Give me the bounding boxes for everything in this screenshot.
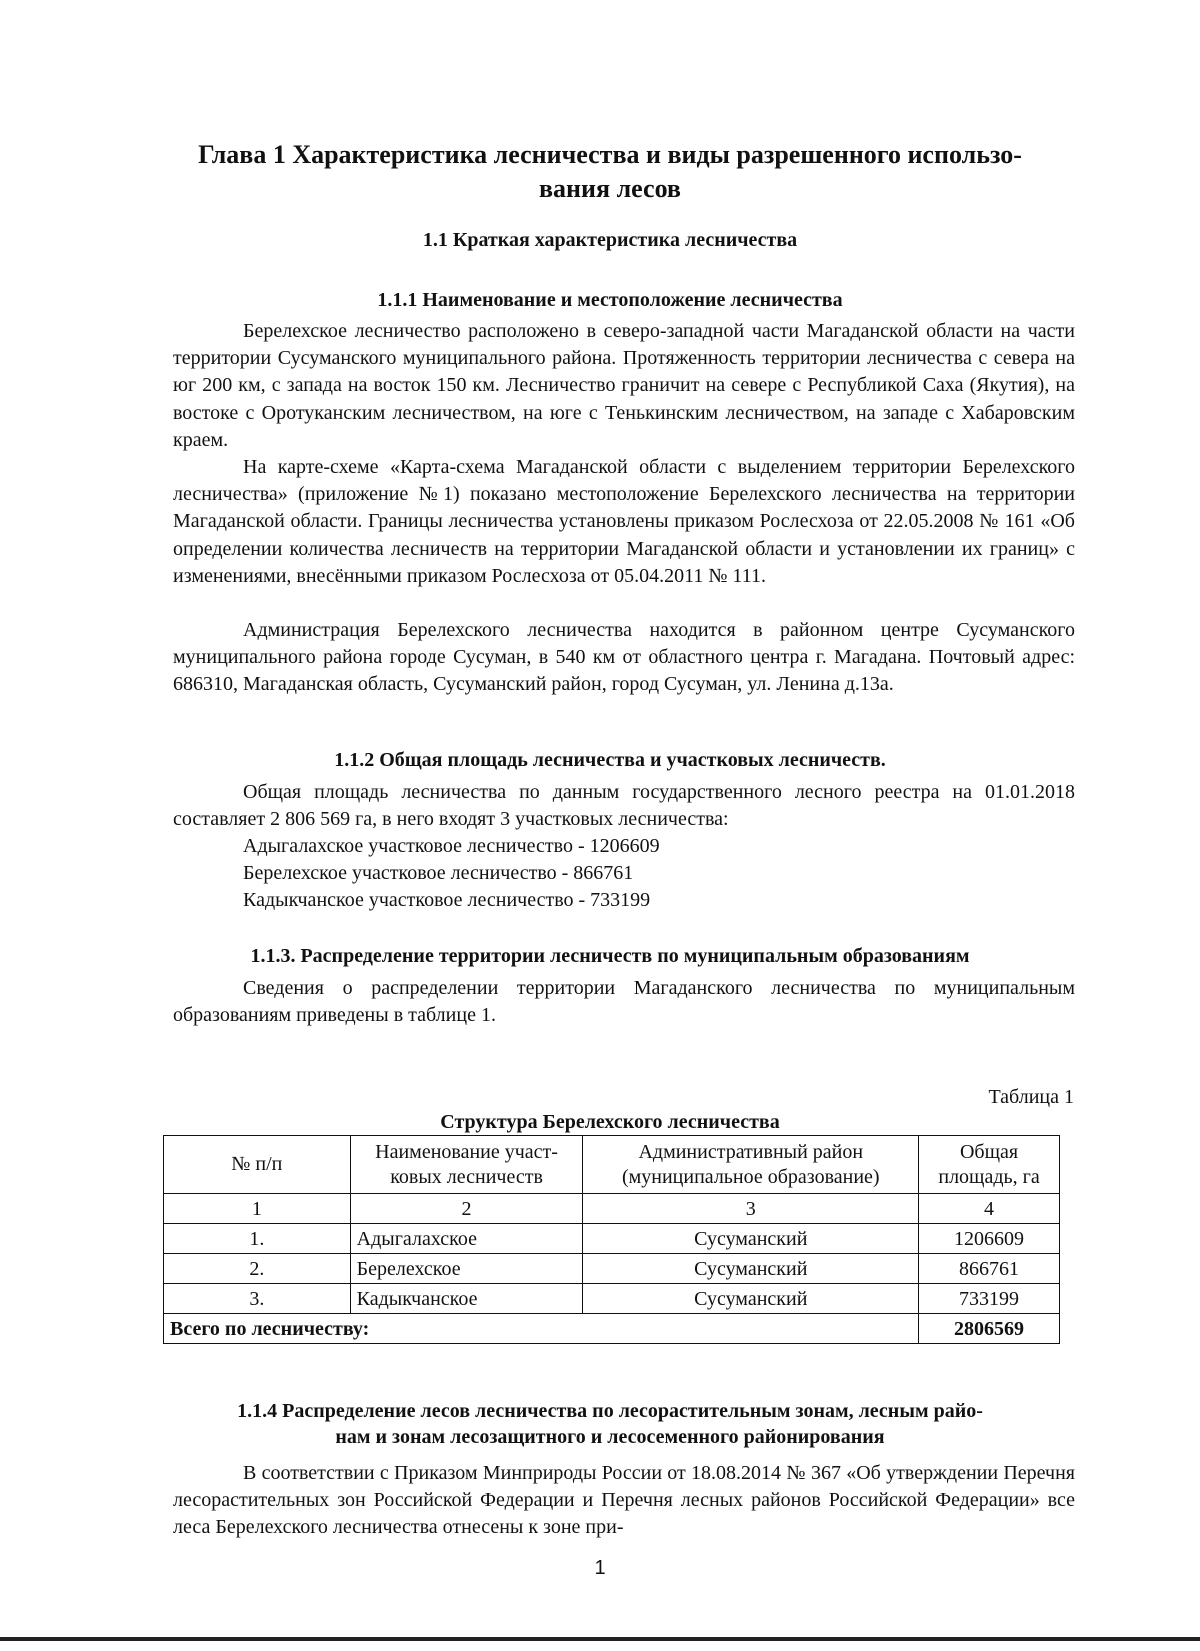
header-text: ковых лесничеств	[390, 1165, 543, 1188]
cell-district: Сусуманский	[583, 1284, 919, 1314]
cell-district: Сусуманский	[583, 1224, 919, 1254]
header-text: Административный район	[638, 1140, 864, 1163]
table-header-row	[164, 1136, 1060, 1194]
table-label: Таблица 1	[988, 1086, 1074, 1108]
header-text: (муниципальное образование)	[621, 1165, 880, 1188]
list-item: Адыгалахское участковое лесничество - 1206609	[243, 835, 660, 857]
paragraph-total-area-text: Общая площадь лесничества по данным государственного лесного реестра на 01.01.2018 составляет 2 806 569 га, в него входят 3 участковых лесничества:	[173, 781, 1075, 831]
column-number-row	[164, 1194, 1060, 1224]
page-number: 1	[594, 1557, 606, 1579]
cell-name: Берелехское	[350, 1254, 583, 1284]
total-value: 2806569	[919, 1314, 1060, 1344]
chapter-title-line-1: Глава 1 Характеристика лесничества и виды разрешенного использо-	[198, 140, 1022, 169]
section-heading-1-1-4-line-2: нам и зонам лесозащитного и лесосеменного районирования	[335, 1426, 885, 1448]
cell-area: 1206609	[919, 1224, 1060, 1254]
cell-area: 733199	[919, 1284, 1060, 1314]
column-number: 4	[919, 1194, 1060, 1224]
section-heading-1-1-4	[160, 1398, 1060, 1450]
header-cell-number	[164, 1136, 351, 1194]
header-text: Наименование участ-	[375, 1140, 558, 1163]
paragraph-map-text: На карте-схеме «Карта-схема Магаданской области с выделением территории Берелехского лесничества» (приложение №1) показано местоположение Берелехского лесничества на территории Магаданской области. Границы лесничества установлены приказом Рослесхоза от 22.05.2008 № 161 «Об определении количества лесничеств на территории Магаданской области и установлении их границ» с изменениями, внесёнными приказом Рослесхоза от 05.04.2011 № 111.	[173, 456, 1075, 587]
paragraph-total-area	[173, 779, 1075, 833]
cell-district: Сусуманский	[583, 1254, 919, 1284]
header-cell-name	[350, 1136, 583, 1194]
column-number: 3	[583, 1194, 919, 1224]
section-heading-1-1-1: 1.1.1 Наименование и местоположение лесничества	[377, 289, 843, 311]
section-heading-1-1-4-line-1: 1.1.4 Распределение лесов лесничества по лесорастительным зонам, лесным райо-	[237, 1400, 983, 1422]
total-label: Всего по лесничеству:	[164, 1314, 919, 1344]
column-number: 1	[164, 1194, 351, 1224]
header-text: № п/п	[231, 1153, 283, 1175]
header-text: площадь, га	[938, 1165, 1040, 1188]
cell-name: Кадыкчанское	[350, 1284, 583, 1314]
table-row	[164, 1284, 1060, 1314]
chapter-title	[160, 138, 1060, 206]
cell-area: 866761	[919, 1254, 1060, 1284]
header-cell-district	[583, 1136, 919, 1194]
table-row	[164, 1224, 1060, 1254]
section-heading-1-1: 1.1 Краткая характеристика лесничества	[422, 229, 798, 251]
table-total-row	[164, 1314, 1060, 1344]
header-cell-area	[919, 1136, 1060, 1194]
paragraph-table-intro	[173, 975, 1075, 1029]
paragraph-map	[173, 454, 1075, 590]
paragraph-table-intro-text: Сведения о распределении территории Магаданского лесничества по муниципальным образованиям приведены в таблице 1.	[173, 977, 1075, 1027]
bottom-scan-edge	[0, 1637, 1200, 1641]
structure-table	[163, 1135, 1060, 1344]
cell-number: 2.	[164, 1254, 351, 1284]
paragraph-location	[173, 318, 1075, 454]
paragraph-zones	[173, 1460, 1075, 1542]
cell-number: 1.	[164, 1224, 351, 1254]
paragraph-location-text: Берелехское лесничество расположено в северо-западной части Магаданской области на части территории Сусуманского муниципального района. Протяженность территории лесничества с севера на юг 200 км, с запада на восток 150 км. Лесничество граничит на севере с Республикой Саха (Якутия), на востоке с Оротуканским лесничеством, на юге с Тенькинским лесничеством, на западе с Хабаровским краем.	[173, 320, 1075, 451]
list-item: Кадыкчанское участковое лесничество - 733199	[243, 889, 651, 911]
table-row	[164, 1254, 1060, 1284]
list-item: Берелехское участковое лесничество - 866761	[243, 862, 634, 884]
column-number: 2	[350, 1194, 583, 1224]
header-text: Общая	[959, 1140, 1019, 1163]
chapter-title-line-2: вания лесов	[539, 174, 681, 203]
paragraph-zones-text: В соответствии с Приказом Минприроды России от 18.08.2014 № 367 «Об утверждении Перечня лесорастительных зон Российской Федерации и Перечня лесных районов Российской Федерации» все леса Берелехского лесничества отнесены к зоне при-	[173, 1462, 1075, 1539]
cell-name: Адыгалахское	[350, 1224, 583, 1254]
section-heading-1-1-3: 1.1.3. Распределение территории лесничеств по муниципальным образованиям	[250, 945, 970, 967]
cell-number: 3.	[164, 1284, 351, 1314]
section-heading-1-1-2: 1.1.2 Общая площадь лесничества и участковых лесничеств.	[334, 749, 886, 771]
paragraph-administration-text: Администрация Берелехского лесничества находится в районном центре Сусуманского муниципального района городе Сусуман, в 540 км от областного центра г. Магадана. Почтовый адрес: 686310, Магаданская область, Сусуманский район, город Сусуман, ул. Ленина д.13а.	[173, 619, 1075, 696]
table-title: Структура Берелехского лесничества	[440, 1111, 780, 1133]
paragraph-administration	[173, 617, 1075, 699]
